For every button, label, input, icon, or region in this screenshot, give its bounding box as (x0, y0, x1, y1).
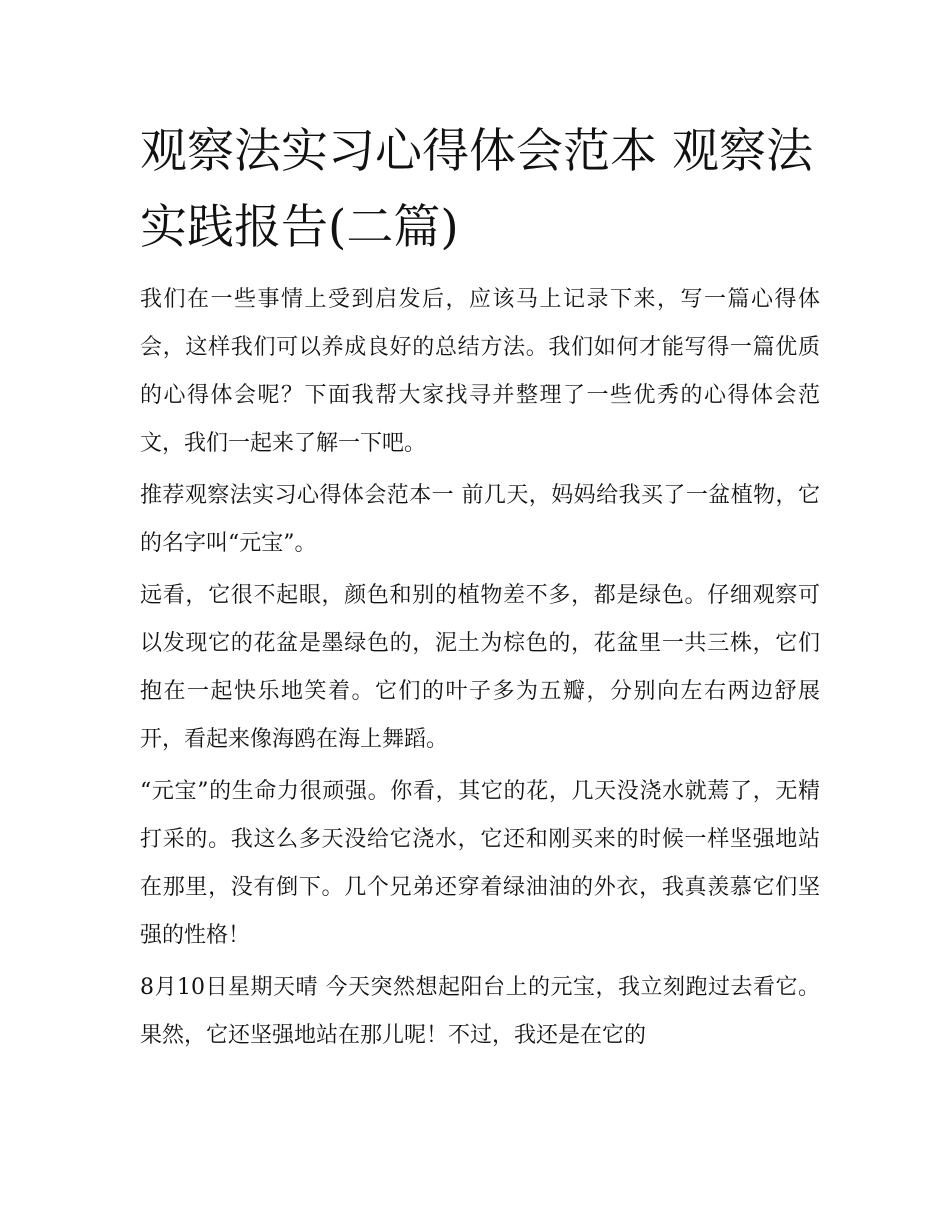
paragraph-recommend: 推荐观察法实习心得体会范本一 前几天，妈妈给我买了一盆植物，它的名字叫“元宝”。 (140, 483, 820, 556)
paragraph-diary: 8月10日星期天晴 今天突然想起阳台上的元宝，我立刻跑过去看它。果然，它还坚强地站在那儿呢！不过，我还是在它的 (140, 975, 820, 1048)
document-body (140, 276, 820, 1060)
paragraph-intro: 我们在一些事情上受到启发后，应该马上记录下来，写一篇心得体会，这样我们可以养成良好的总结方法。我们如何才能写得一篇优质的心得体会呢？下面我帮大家找寻并整理了一些优秀的心得体会范文，我们一起来了解一下吧。 (140, 287, 820, 456)
document-title: 观察法实习心得体会范本 观察法实践报告(二篇) (140, 124, 813, 255)
paragraph-vitality: “元宝”的生命力很顽强。你看，其它的花，几天没浇水就蔫了，无精打采的。我这么多天没给它浇水，它还和刚买来的时候一样坚强地站在那里，没有倒下。几个兄弟还穿着绿油油的外衣，我真羡慕它们坚强的性格！ (140, 779, 820, 948)
paragraph-observation: 远看，它很不起眼，颜色和别的植物差不多，都是绿色。仔细观察可以发现它的花盆是墨绿色的，泥土为棕色的，花盆里一共三株，它们抱在一起快乐地笑着。它们的叶子多为五瓣，分别向左右两边舒展开，看起来像海鸥在海上舞蹈。 (140, 583, 820, 752)
